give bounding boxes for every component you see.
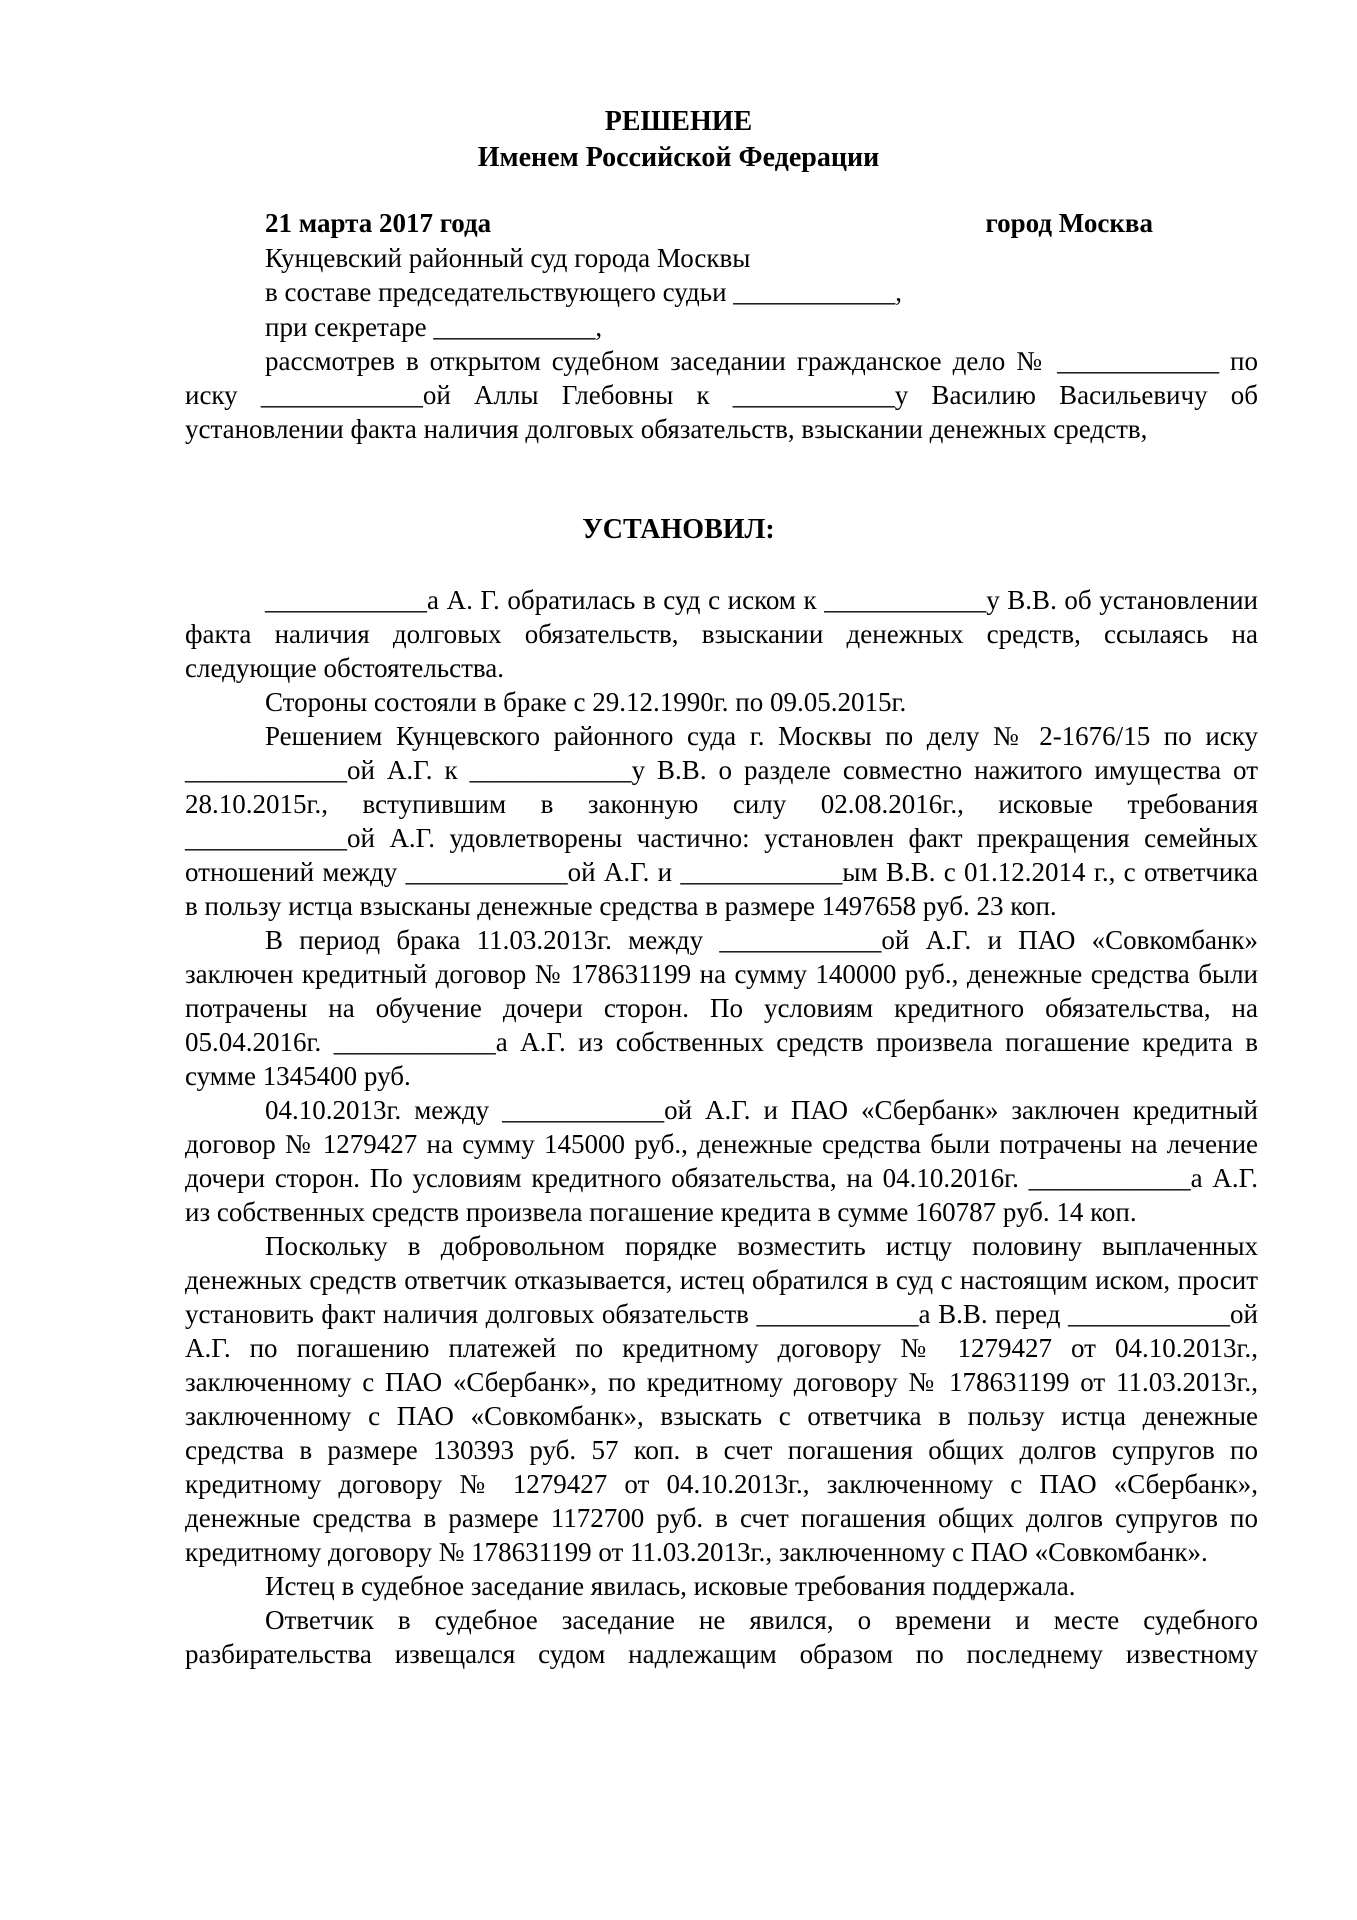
case-paragraph-block xyxy=(185,344,1258,446)
document-subtitle: Именем Российской Федерации xyxy=(477,142,880,173)
body-paragraph: Истец в судебное заседание явилась, исковые требования поддержала. xyxy=(265,1571,1076,1601)
body-paragraph: Стороны состояли в браке с 29.12.1990г. по 09.05.2015г. xyxy=(265,687,907,717)
judge-line: в составе председательствующего судьи ____________, xyxy=(265,277,903,307)
section-title: УСТАНОВИЛ: xyxy=(582,514,775,545)
court-name: Кунцевский районный суд города Москвы xyxy=(265,243,751,273)
body-paragraph: Поскольку в добровольном порядке возместить истцу половину выплаченных денежных средств ответчик отказывается, истец обратился в суд с настоящим иском, просит установить факт наличия долговых обязательств ____________а В.В. перед ____________ой А.Г. по погашению платежей по кредитному договору № 1279427 от 04.10.2013г., заключенному с ПАО «Сбербанк», по кредитному договору № 178631199 от 11.03.2013г., заключенному с ПАО «Совкомбанк», взыскать с ответчика в пользу истца денежные средства в размере 130393 руб. 57 коп. в счет погашения общих долгов супругов по кредитному договору № 1279427 от 04.10.2013г., заключенному с ПАО «Сбербанк», денежные средства в размере 1172700 руб. в счет погашения общих долгов супругов по кредитному договору № 178631199 от 11.03.2013г., заключенному с ПАО «Совкомбанк». xyxy=(185,1231,1258,1567)
body-paragraph: В период брака 11.03.2013г. между ____________ой А.Г. и ПАО «Совкомбанк» заключен кредитный договор № 178631199 на сумму 140000 руб., денежные средства были потрачены на обучение дочери сторон. По условиям кредитного обязательства, на 05.04.2016г. ____________а А.Г. из собственных средств произвела погашение кредита в сумме 1345400 руб. xyxy=(185,925,1258,1091)
body-paragraph: Решением Кунцевского районного суда г. Москвы по делу № 2-1676/15 по иску ____________ой А.Г. к ____________у В.В. о разделе совместно нажитого имущества от 28.10.2015г., вступившим в законную силу 02.08.2016г., исковые требования ____________ой А.Г. удовлетворены частично: установлен факт прекращения семейных отношений между ____________ой А.Г. и ____________ым В.В. с 01.12.2014 г., с ответчика в пользу истца взысканы денежные средства в размере 1497658 руб. 23 коп. xyxy=(185,721,1258,921)
secretary-line: при секретаре ____________, xyxy=(265,312,603,342)
body-paragraph: ____________а А. Г. обратилась в суд с иском к ____________у В.В. об установлении факта наличия долговых обязательств, взыскании денежных средств, ссылаясь на следующие обстоятельства. xyxy=(185,585,1258,683)
body-text xyxy=(185,583,1258,1671)
body-paragraph: Ответчик в судебное заседание не явился, о времени и месте судебного разбирательства извещался судом надлежащим образом по последнему известному xyxy=(185,1605,1258,1669)
body-paragraph: 04.10.2013г. между ____________ой А.Г. и ПАО «Сбербанк» заключен кредитный договор № 1279427 на сумму 145000 руб., денежные средства были потрачены на лечение дочери сторон. По условиям кредитного обязательства, на 04.10.2016г. ____________а А.Г. из собственных средств произвела погашение кредита в сумме 160787 руб. 14 коп. xyxy=(185,1095,1258,1227)
decision-city: город Москва xyxy=(985,208,1153,238)
decision-date: 21 марта 2017 года xyxy=(265,208,492,238)
document-title: РЕШЕНИЕ xyxy=(604,106,753,137)
case-paragraph: рассмотрев в открытом судебном заседании гражданское дело № ____________ по иску ____________ой Аллы Глебовны к ____________у Василию Васильевичу об установлении факта наличия долговых обязательств, взыскании денежных средств, xyxy=(185,346,1258,444)
